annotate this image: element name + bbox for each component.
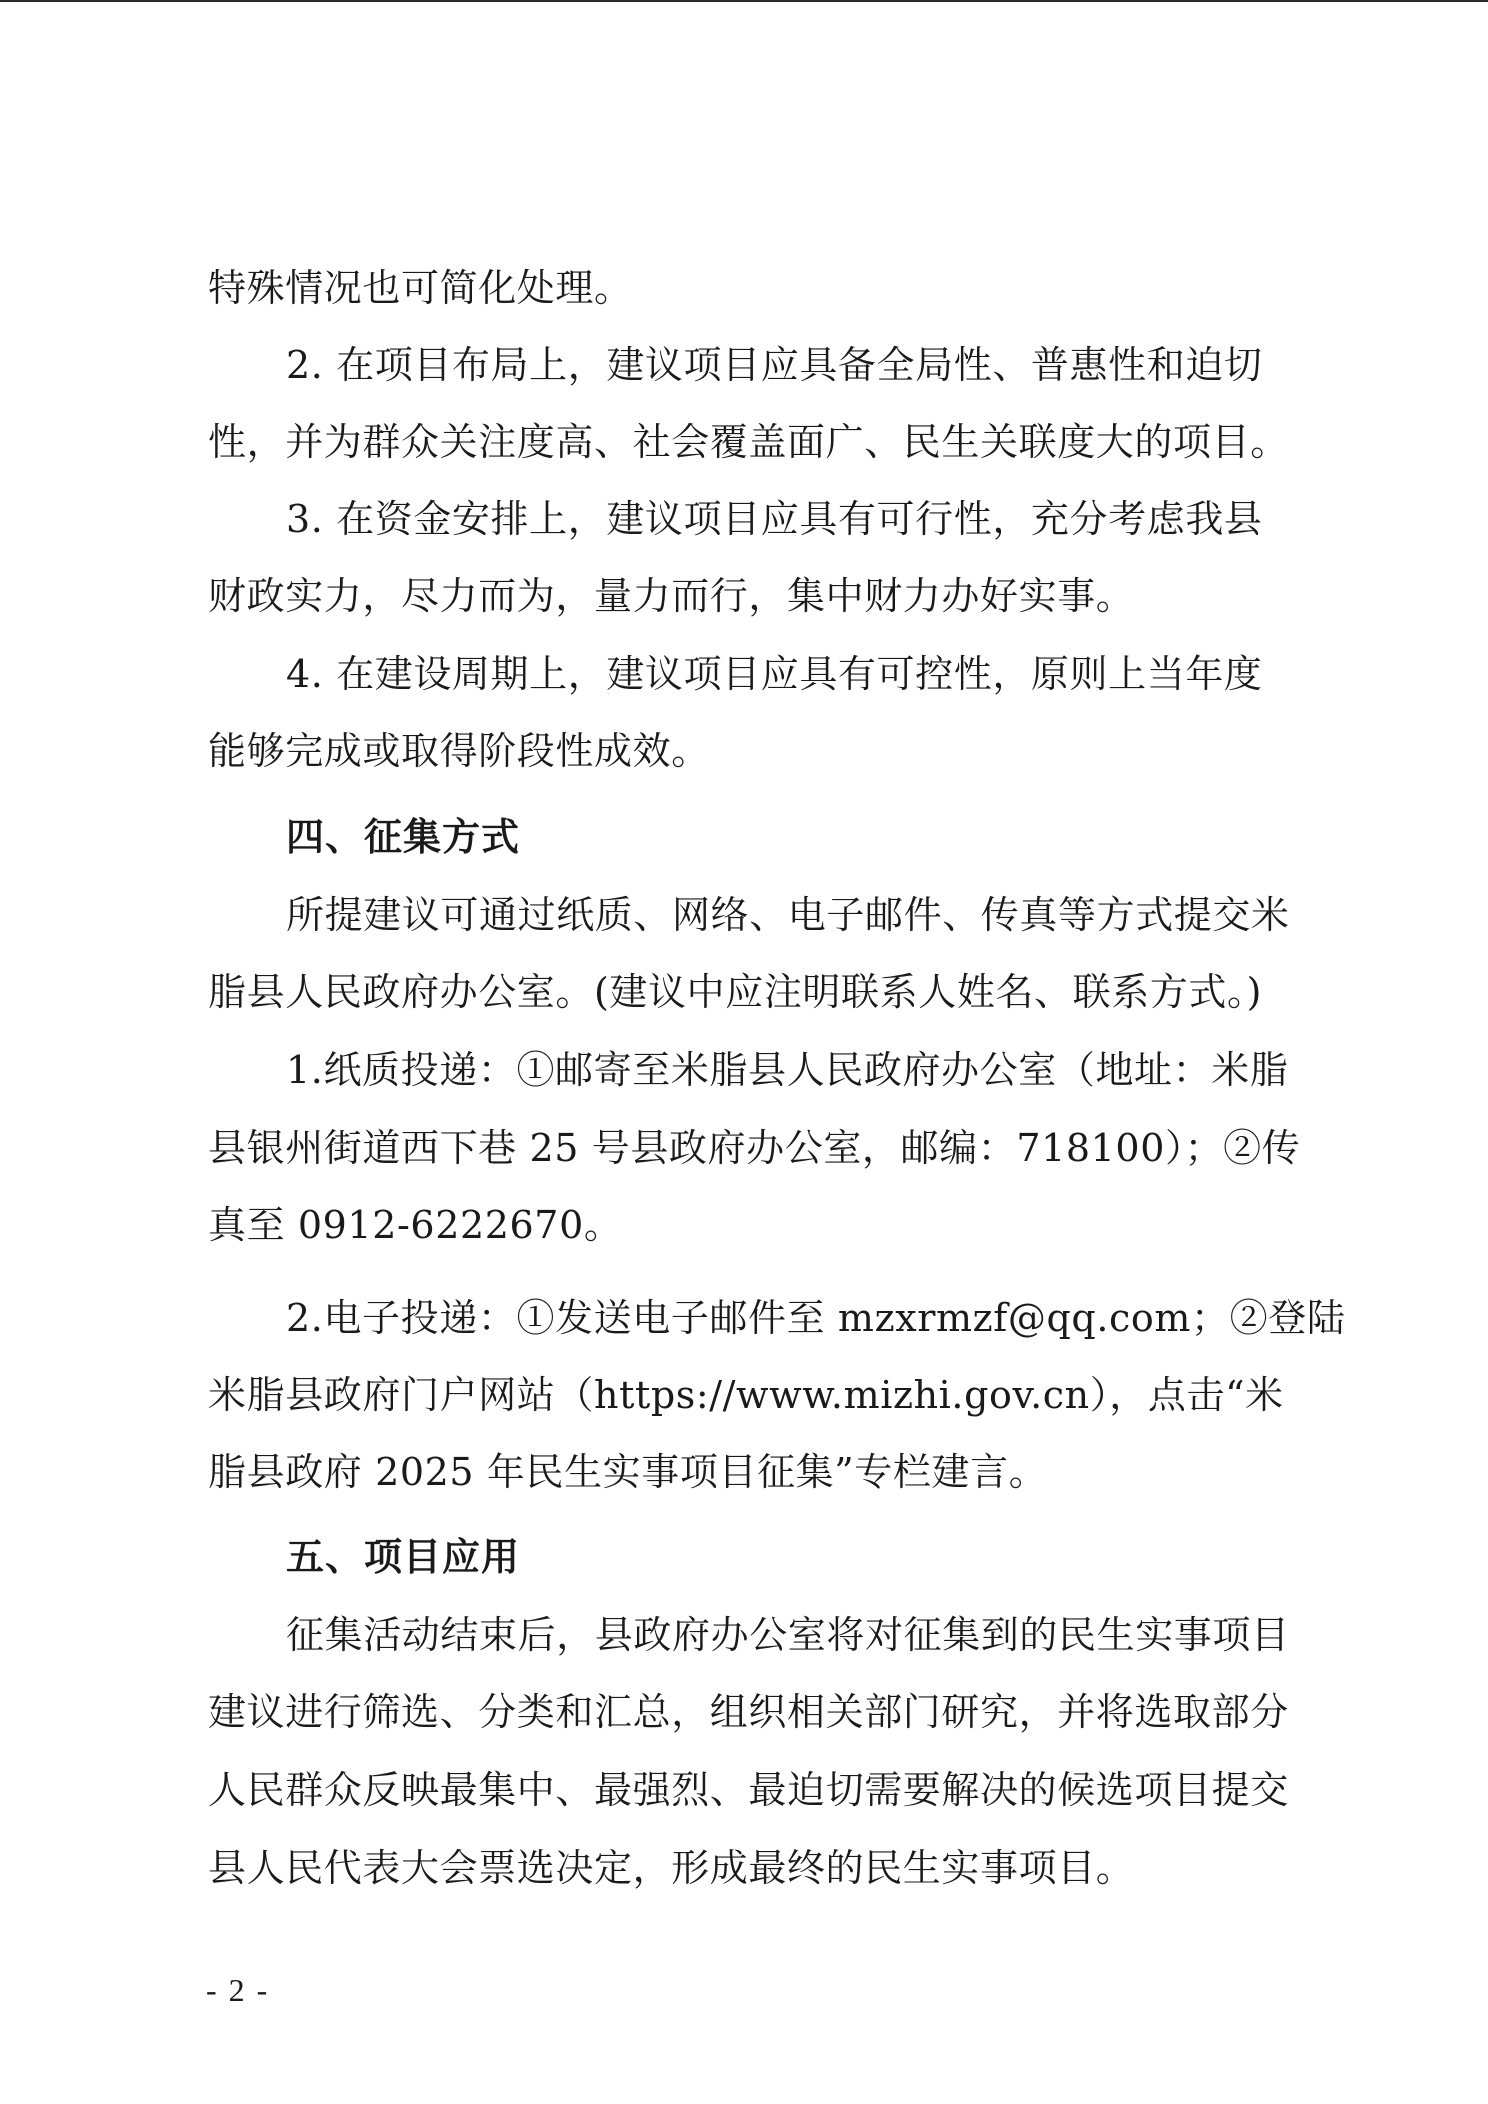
body-text-line: 所提建议可通过纸质、网络、电子邮件、传真等方式提交米 (286, 893, 1290, 937)
body-text-line: 脂县政府 2025 年民生实事项目征集”专栏建言。 (208, 1450, 1048, 1494)
page-number: - 2 - (206, 1972, 270, 2008)
body-text-line: 3. 在资金安排上，建议项目应具有可行性，充分考虑我县 (286, 497, 1263, 541)
body-text-line: 征集活动结束后，县政府办公室将对征集到的民生实事项目 (286, 1613, 1290, 1657)
section-heading-project-application: 五、项目应用 (286, 1534, 521, 1579)
body-text-line: 能够完成或取得阶段性成效。 (208, 729, 710, 773)
body-text-line: 财政实力，尽力而为，量力而行，集中财力办好实事。 (208, 574, 1135, 618)
body-text-line: 4. 在建设周期上，建议项目应具有可控性，原则上当年度 (286, 652, 1263, 696)
body-text-line: 人民群众反映最集中、最强烈、最迫切需要解决的候选项目提交 (208, 1768, 1289, 1812)
page-top-border (0, 0, 1488, 2)
body-text-line: 县人民代表大会票选决定，形成最终的民生实事项目。 (208, 1846, 1135, 1890)
body-text-line: 脂县人民政府办公室。(建议中应注明联系人姓名、联系方式。) (208, 970, 1263, 1014)
body-text-line: 2.电子投递：①发送电子邮件至 mzxrmzf@qq.com；②登陆 (286, 1296, 1346, 1340)
body-text-line: 2. 在项目布局上，建议项目应具备全局性、普惠性和迫切 (286, 343, 1263, 387)
body-text-line: 建议进行筛选、分类和汇总，组织相关部门研究，并将选取部分 (208, 1690, 1289, 1734)
body-text-line: 1.纸质投递：①邮寄至米脂县人民政府办公室（地址：米脂 (286, 1048, 1289, 1092)
section-heading-collection-method: 四、征集方式 (286, 814, 521, 859)
body-text-line: 米脂县政府门户网站（https://www.mizhi.gov.cn），点击“米 (208, 1373, 1284, 1417)
body-text-line: 特殊情况也可简化处理。 (208, 266, 633, 310)
body-text-line: 性，并为群众关注度高、社会覆盖面广、民生关联度大的项目。 (208, 420, 1289, 464)
body-text-line: 县银州街道西下巷 25 号县政府办公室，邮编：718100）；②传 (208, 1126, 1301, 1170)
body-text-line: 真至 0912-6222670。 (208, 1203, 623, 1247)
